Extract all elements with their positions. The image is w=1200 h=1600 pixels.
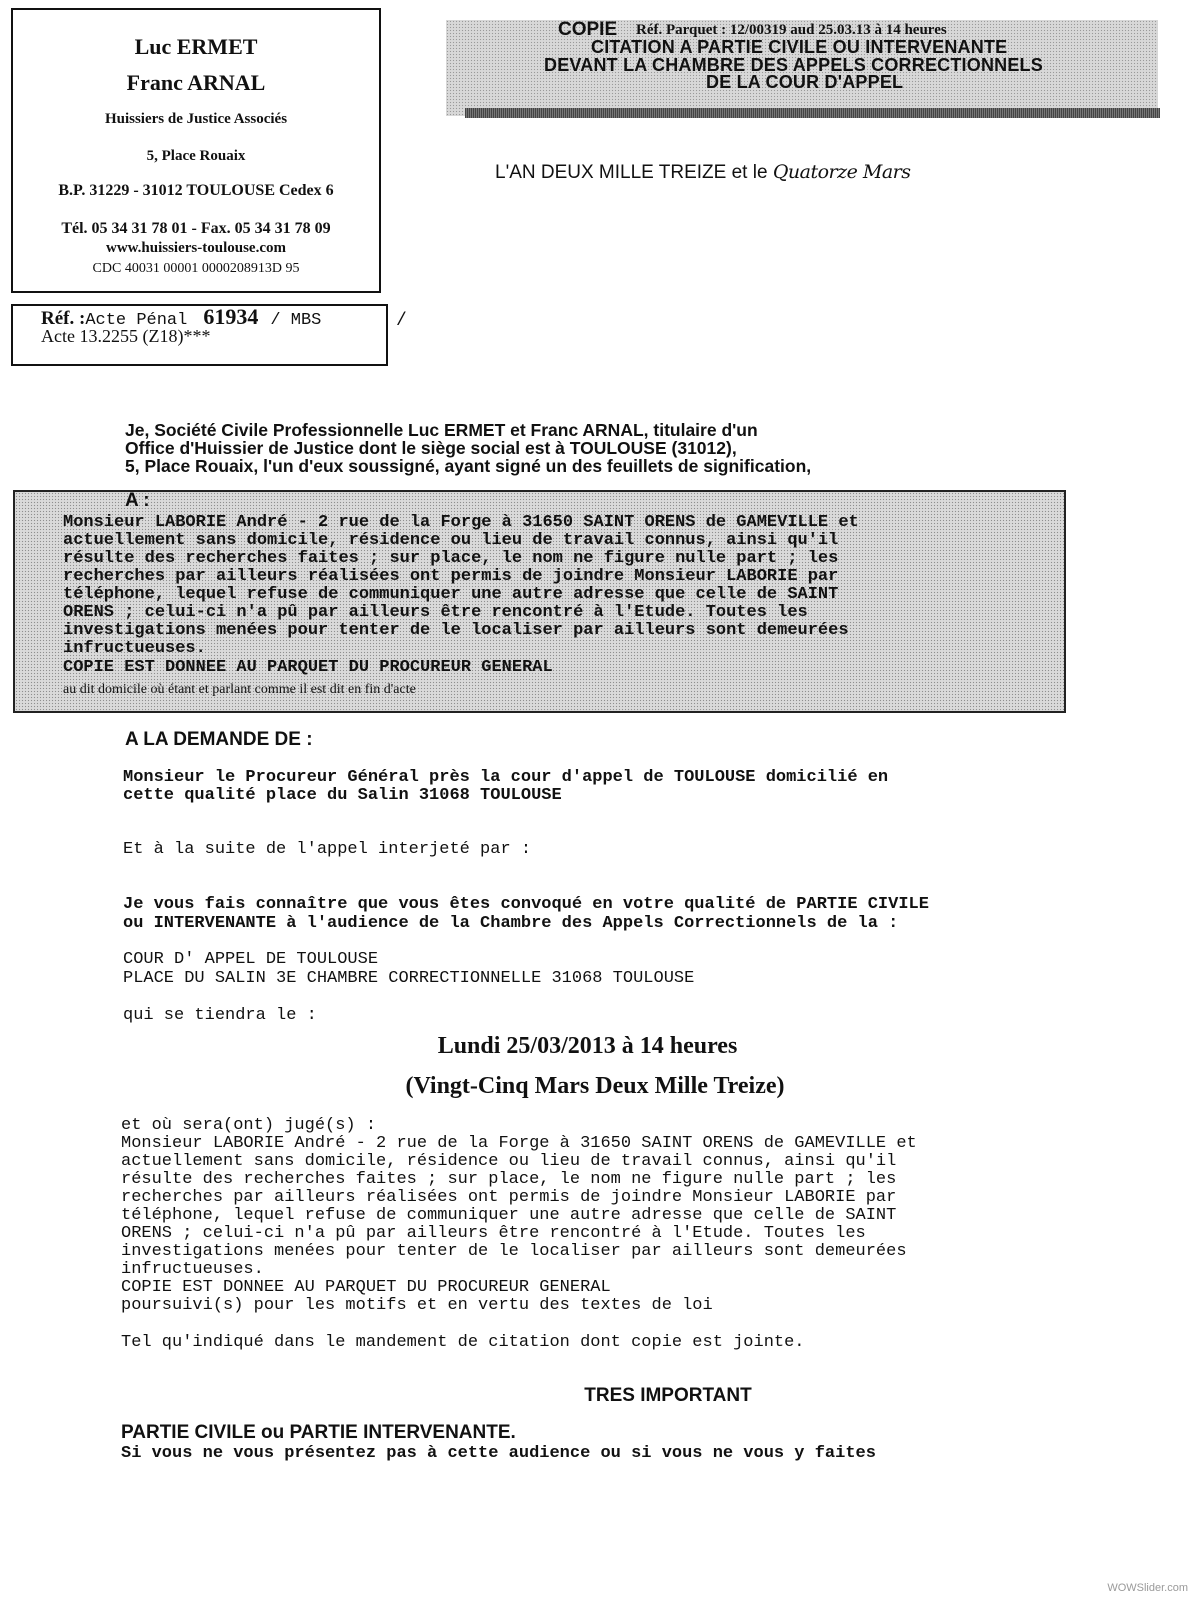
recipient-line: Monsieur LABORIE André - 2 rue de la Forge à 31650 SAINT ORENS de GAMEVILLE et (63, 513, 859, 532)
demand-line-2: cette qualité place du Salin 31068 TOULOUSE (123, 786, 562, 805)
court-line-1: COUR D' APPEL DE TOULOUSE (123, 950, 379, 969)
reference-acte-type: Acte Pénal (85, 311, 188, 330)
letterhead-role: Huissiers de Justice Associés (104, 111, 288, 127)
recipient-line: actuellement sans domicile, résidence ou lieu de travail connus, ainsi qu'il (63, 531, 839, 550)
reference-box (11, 304, 388, 366)
recipient-line: investigations menées pour tenter de le localiser par ailleurs sont demeurées (63, 621, 849, 640)
court-line-2: PLACE DU SALIN 3E CHAMBRE CORRECTIONNELLE 31068 TOULOUSE (123, 969, 695, 988)
letterhead-phone: Tél. 05 34 31 78 01 - Fax. 05 34 31 78 09 (61, 220, 331, 237)
recipient-line: COPIE EST DONNEE AU PARQUET DU PROCUREUR GENERAL (63, 658, 553, 677)
mandement-line: Tel qu'indiqué dans le mandement de citation dont copie est jointe. (121, 1333, 805, 1352)
title-line-1: CITATION A PARTIE CIVILE OU INTERVENANTE (591, 37, 1008, 57)
hearing-date: Lundi 25/03/2013 à 14 heures (437, 1033, 738, 1059)
reference-suffix: / MBS (270, 311, 322, 330)
letterhead-address: 5, Place Rouaix (146, 148, 246, 164)
reference-acte-line: Acte 13.2255 (Z18)*** (41, 326, 211, 346)
recipient-line: infructueuses. (63, 639, 206, 658)
important-line: Si vous ne vous présentez pas à cette audience ou si vous ne vous y faites (121, 1444, 876, 1463)
copie-label: COPIE (558, 19, 618, 40)
judged-line: ORENS ; celui-ci n'a pû par ailleurs être rencontré à l'Etude. Toutes les (121, 1224, 866, 1243)
recipient-line: recherches par ailleurs réalisées ont permis de joindre Monsieur LABORIE par (63, 567, 839, 586)
convocation-line-2: ou INTERVENANTE à l'audience de la Chambre des Appels Correctionnels de la : (123, 914, 899, 933)
judged-line: téléphone, lequel refuse de communiquer une autre adresse que celle de SAINT (121, 1206, 897, 1225)
recipient-line: ORENS ; celui-ci n'a pû par ailleurs être rencontré à l'Etude. Toutes les (63, 603, 808, 622)
date-handwritten: Quatorze Mars (772, 161, 911, 183)
judged-line: infructueuses. (121, 1260, 264, 1279)
intro-line-1: Je, Société Civile Professionnelle Luc ERMET et Franc ARNAL, titulaire d'un (125, 420, 758, 440)
letterhead-cdc: CDC 40031 00001 0000208913D 95 (92, 261, 300, 276)
watermark: WOWSlider.com (1107, 1582, 1188, 1594)
parquet-reference: Réf. Parquet : 12/00319 aud 25.03.13 à 14 heures (636, 22, 947, 38)
judged-line: et où sera(ont) jugé(s) : (121, 1116, 377, 1135)
letterhead-name-arnal: Franc ARNAL (126, 70, 266, 95)
letterhead-website: www.huissiers-toulouse.com (105, 240, 286, 256)
reference-number: 61934 (203, 304, 259, 329)
reference-label: Réf. : (41, 308, 86, 329)
intro-line-2: Office d'Huissier de Justice dont le siège social est à TOULOUSE (31012), (125, 438, 737, 458)
title-line-3: DE LA COUR D'APPEL (706, 72, 904, 92)
recipient-line: téléphone, lequel refuse de communiquer une autre adresse que celle de SAINT (63, 585, 839, 604)
date-line (495, 161, 911, 184)
judged-line: investigations menées pour tenter de le localiser par ailleurs sont demeurées (121, 1242, 907, 1261)
tiendra-line: qui se tiendra le : (123, 1006, 317, 1025)
letterhead-box (11, 8, 381, 293)
recipient-box (13, 490, 1066, 713)
reference-trailing-slash: / (396, 311, 407, 331)
judged-line: actuellement sans domicile, résidence ou lieu de travail connus, ainsi qu'il (121, 1152, 897, 1171)
letterhead-postal: B.P. 31229 - 31012 TOULOUSE Cedex 6 (58, 182, 334, 199)
judged-line: COPIE EST DONNEE AU PARQUET DU PROCUREUR GENERAL (121, 1278, 611, 1297)
header-rule (465, 108, 1160, 118)
judged-line: Monsieur LABORIE André - 2 rue de la Forge à 31650 SAINT ORENS de GAMEVILLE et (121, 1134, 917, 1153)
appeal-line: Et à la suite de l'appel interjeté par : (123, 840, 532, 859)
document-title-block (446, 20, 1158, 116)
demand-heading: A LA DEMANDE DE : (125, 729, 313, 750)
recipient-footer: au dit domicile où étant et parlant comme il est dit en fin d'acte (63, 682, 416, 697)
important-subheading: PARTIE CIVILE ou PARTIE INTERVENANTE. (121, 1422, 516, 1443)
recipient-line: résulte des recherches faites ; sur place, le nom ne figure nulle part ; les (63, 549, 839, 568)
title-line-2: DEVANT LA CHAMBRE DES APPELS CORRECTIONNELS (544, 55, 1043, 75)
intro-line-3: 5, Place Rouaix, l'un d'eux soussigné, ayant signé un des feuillets de signification, (125, 456, 812, 476)
convocation-line-1: Je vous fais connaître que vous êtes convoqué en votre qualité de PARTIE CIVILE (123, 895, 929, 914)
hearing-date-words: (Vingt-Cinq Mars Deux Mille Treize) (405, 1073, 785, 1099)
judged-line: recherches par ailleurs réalisées ont permis de joindre Monsieur LABORIE par (121, 1188, 897, 1207)
date-printed: L'AN DEUX MILLE TREIZE et le (495, 162, 768, 183)
important-heading: TRES IMPORTANT (584, 1385, 752, 1406)
judged-line: résulte des recherches faites ; sur place, le nom ne figure nulle part ; les (121, 1170, 897, 1189)
recipient-label: A : (125, 490, 150, 511)
judged-line: poursuivi(s) pour les motifs et en vertu des textes de loi (121, 1296, 713, 1315)
demand-line-1: Monsieur le Procureur Général près la cour d'appel de TOULOUSE domicilié en (123, 768, 889, 787)
letterhead-name-ermet: Luc ERMET (134, 34, 258, 59)
